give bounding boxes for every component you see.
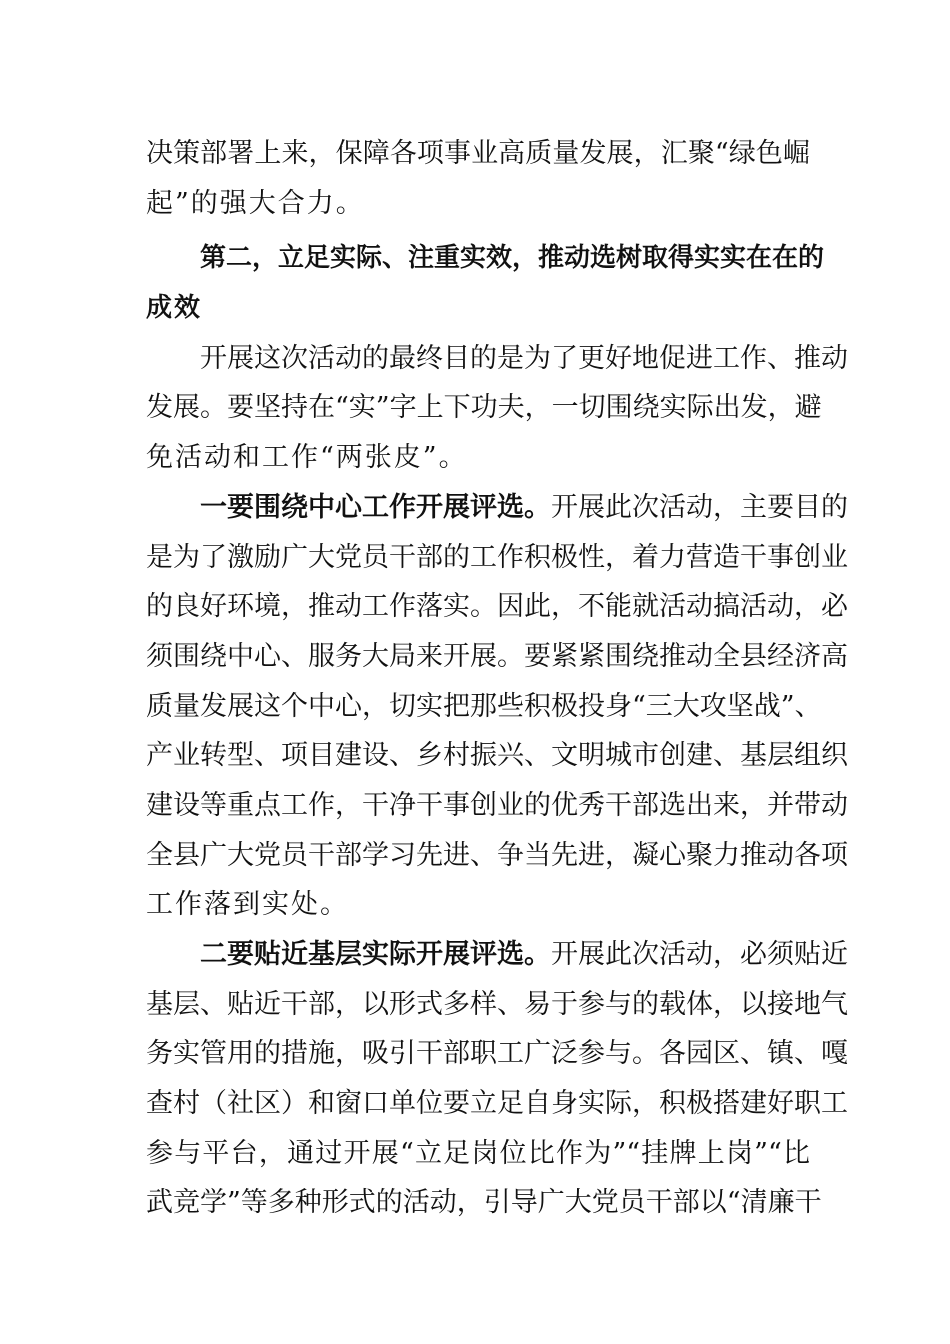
- text-line: 是为了激励广大党员干部的工作积极性，着力营造干事创业: [146, 541, 848, 573]
- text-line: [146, 483, 848, 533]
- document-body: [146, 129, 848, 1228]
- paragraph-lead: 二要贴近基层实际开展评选。: [200, 939, 551, 970]
- text-line: 工作落到实处。: [146, 889, 349, 921]
- text-line: 发展。要坚持在“实”字上下功夫，一切围绕实际出发，避: [146, 392, 822, 424]
- text-line: 建设等重点工作，干净干事创业的优秀干部选出来，并带动: [146, 789, 848, 821]
- text-line: 产业转型、项目建设、乡村振兴、文明城市创建、基层组织: [146, 740, 848, 772]
- paragraph-lead: 一要围绕中心工作开展评选。: [200, 491, 551, 523]
- paragraph: [146, 930, 848, 1228]
- heading-line: 第二，立足实际、注重实效，推动选树取得实实在在的: [200, 243, 825, 274]
- text-line: 起”的强大合力。: [146, 187, 365, 219]
- text-line: 武竞学”等多种形式的活动，引导广大党员干部以“清廉干: [146, 1187, 822, 1219]
- text-line: 全县广大党员干部学习先进、争当先进，凝心聚力推动各项: [146, 839, 848, 871]
- heading-line: 成效: [146, 293, 203, 324]
- text-line: 开展这次活动的最终目的是为了更好地促进工作、推动: [200, 342, 848, 374]
- text-line: 查村（社区）和窗口单位要立足自身实际，积极搭建好职工: [146, 1088, 848, 1120]
- text-line: 参与平台，通过开展“立足岗位比作为”“挂牌上岗”“比: [146, 1137, 810, 1169]
- text-line: 质量发展这个中心，切实把那些积极投身“三大攻坚战”、: [146, 690, 822, 722]
- text-span: 开展此次活动，必须贴近: [551, 939, 848, 970]
- text-line: 务实管用的措施，吸引干部职工广泛参与。各园区、镇、嘎: [146, 1038, 848, 1070]
- text-span: 开展此次活动，主要目的: [551, 491, 848, 523]
- text-line: 须围绕中心、服务大局来开展。要紧紧围绕推动全县经济高: [146, 640, 848, 672]
- text-line: [146, 930, 848, 980]
- paragraph-continued: [146, 129, 810, 228]
- text-line: 决策部署上来，保障各项事业高质量发展，汇聚“绿色崛: [146, 138, 810, 169]
- text-line: 的良好环境，推动工作落实。因此，不能就活动搞活动，必: [146, 591, 848, 623]
- paragraph: [146, 483, 848, 930]
- paragraph: [146, 334, 848, 483]
- text-line: 免活动和工作“两张皮”。: [146, 442, 468, 474]
- section-heading: [146, 234, 825, 333]
- text-line: 基层、贴近干部，以形式多样、易于参与的载体，以接地气: [146, 988, 848, 1020]
